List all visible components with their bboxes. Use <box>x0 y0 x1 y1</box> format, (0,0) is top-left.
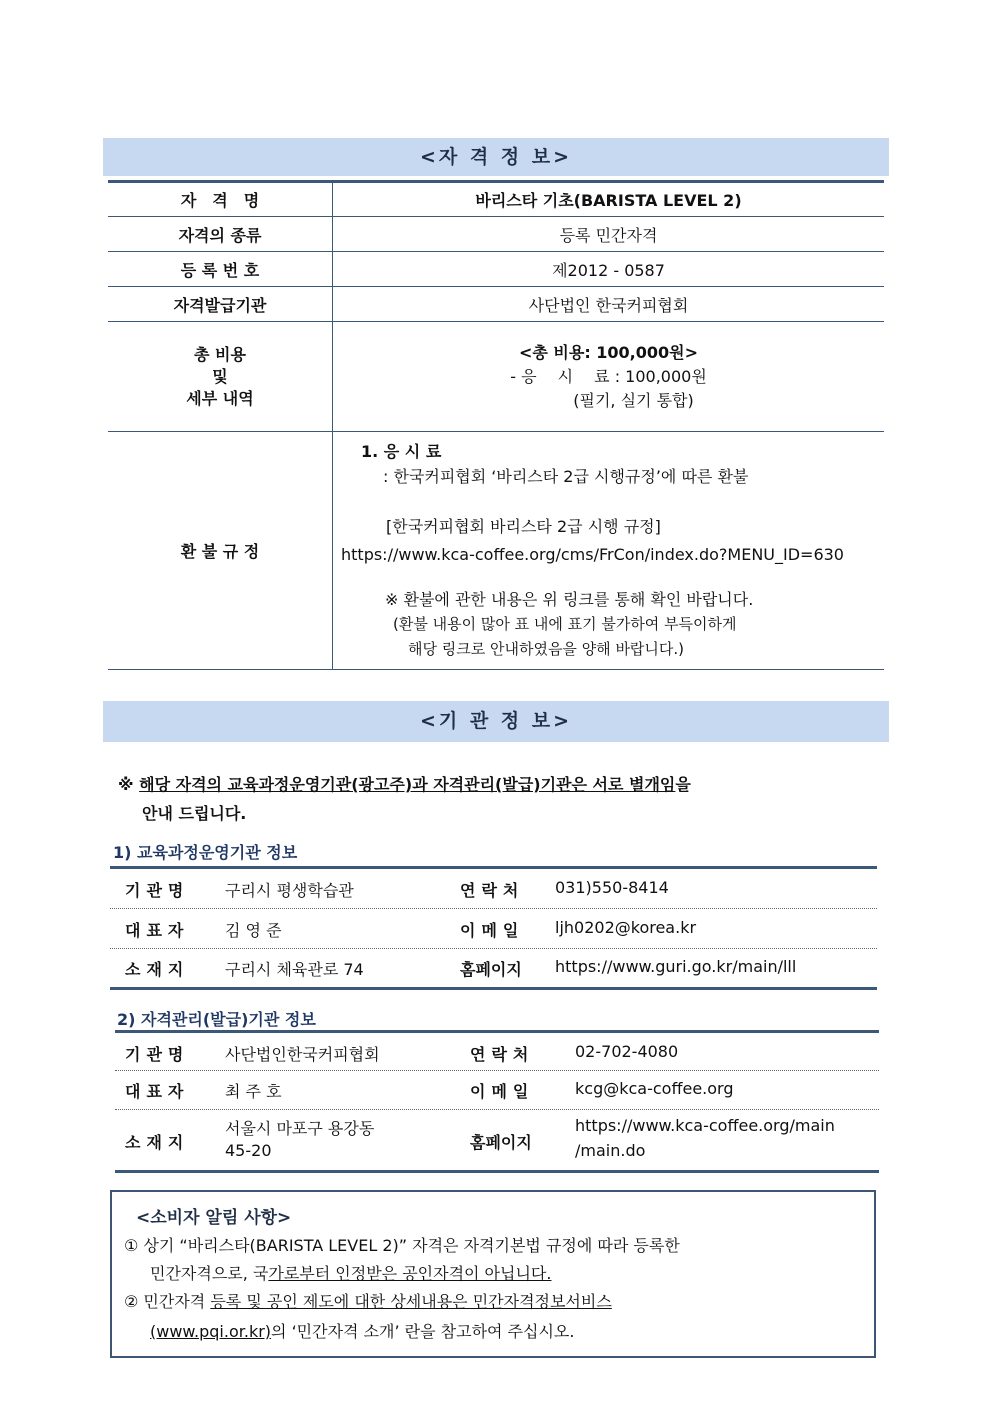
reference-mark: ※ <box>118 775 134 794</box>
label-line: 총 비용 <box>194 344 246 364</box>
refund-note: 해당 링크로 안내하였음을 양해 바랍니다.) <box>408 640 685 658</box>
edu-info-grid <box>110 866 877 990</box>
cost-detail <box>333 322 885 432</box>
refund-ref: [한국커피협회 바리스타 2급 시행 규정] <box>386 517 661 536</box>
notice <box>118 770 691 828</box>
issuer-section-title: 2) 자격관리(발급)기관 정보 <box>117 1010 316 1029</box>
total-cost: <총 비용: 100,000원> <box>518 342 699 362</box>
key: 대표자 <box>125 921 190 940</box>
qualification-info-header: <자 격 정 보> <box>103 138 889 176</box>
label-line: 및 <box>212 366 228 386</box>
refund-note: (환불 내용이 많아 표 내에 표기 불가하여 부득이하게 <box>393 615 737 633</box>
issuer-info-grid <box>115 1030 879 1173</box>
value: 사단법인한국커피협회 <box>225 1045 380 1064</box>
key: 연락처 <box>470 1045 535 1064</box>
value: 구리시 평생학습관 <box>225 881 354 900</box>
value: 서울시 마포구 용강동 <box>225 1119 375 1138</box>
exam-fee: - 응 시 료 : 100,000원 <box>510 366 707 386</box>
value: 등록 민간자격 <box>333 217 885 252</box>
consumer-notice-line: 가로부터 인정받은 공인자격이 아닙니다. <box>268 1264 552 1283</box>
pqi-link[interactable]: (www.pqi.or.kr) <box>150 1322 272 1341</box>
consumer-notice-title: <소비자 알림 사항> <box>136 1208 292 1228</box>
label: 자격의 종류 <box>108 217 333 252</box>
refund-line: : 한국커피협회 ‘바리스타 2급 시행규정’에 따른 환불 <box>383 467 749 486</box>
notice-text: 을 <box>675 775 691 794</box>
refund-label: 환 불 규 정 <box>108 432 333 670</box>
key: 대표자 <box>125 1082 190 1101</box>
consumer-notice-line: ① 상기 “바리스타(BARISTA LEVEL 2)” 자격은 자격기본법 규정에 따라 등록한 <box>124 1236 680 1255</box>
notice-text: 해당 자격의 교육과정운영기관(광고주)과 자격관리(발급)기관은 서로 별개임 <box>139 775 676 794</box>
value: kcg@kca-coffee.org <box>575 1079 734 1098</box>
label: 등 록 번 호 <box>108 252 333 287</box>
key: 홈페이지 <box>460 960 522 979</box>
label-line: 세부 내역 <box>186 388 254 408</box>
value: 구리시 체육관로 74 <box>225 960 364 979</box>
value: 제2012 - 0587 <box>333 252 885 287</box>
value: 02-702-4080 <box>575 1042 679 1061</box>
label: 자 격 명 <box>108 182 333 217</box>
value: 031)550-8414 <box>555 878 669 897</box>
edu-section-title: 1) 교육과정운영기관 정보 <box>113 843 298 862</box>
key: 소재지 <box>125 1133 190 1152</box>
cost-label <box>108 322 333 432</box>
consumer-notice-line: ② 민간자격 <box>124 1292 211 1311</box>
homepage-link[interactable]: https://www.kca-coffee.org/main <box>575 1116 835 1135</box>
value: 45-20 <box>225 1141 272 1160</box>
label: 자격발급기관 <box>108 287 333 322</box>
key: 연락처 <box>460 881 525 900</box>
key: 홈페이지 <box>470 1133 532 1152</box>
consumer-notice-line: 등록 및 공인 제도에 대한 상세내용은 민간자격정보서비스 <box>210 1292 612 1311</box>
key: 이메일 <box>470 1082 535 1101</box>
value: 최 주 호 <box>225 1082 282 1101</box>
consumer-notice-line: 민간자격으로, 국 <box>150 1264 269 1283</box>
qualification-table <box>108 180 884 670</box>
homepage-link[interactable]: /main.do <box>575 1141 646 1160</box>
refund-detail <box>333 432 885 670</box>
refund-title: 1. 응 시 료 <box>361 442 442 461</box>
refund-url[interactable]: https://www.kca-coffee.org/cms/FrCon/index.do?MENU_ID=630 <box>341 545 844 564</box>
fee-note: (필기, 실기 통합) <box>573 390 694 410</box>
consumer-notice-line: 의 ‘민간자격 소개’ 란을 참고하여 주십시오. <box>271 1322 575 1341</box>
notice-text: 안내 드립니다. <box>142 804 247 823</box>
key: 소재지 <box>125 960 190 979</box>
key: 기관명 <box>125 1045 190 1064</box>
key: 기관명 <box>125 881 190 900</box>
value: 사단법인 한국커피협회 <box>333 287 885 322</box>
value: ljh0202@korea.kr <box>555 918 697 937</box>
homepage-link[interactable]: https://www.guri.go.kr/main/lll <box>555 957 797 976</box>
org-info-header: <기 관 정 보> <box>103 701 889 742</box>
key: 이메일 <box>460 921 525 940</box>
value: 김 영 준 <box>225 921 282 940</box>
consumer-notice-box <box>110 1190 876 1358</box>
refund-note: ※ 환불에 관한 내용은 위 링크를 통해 확인 바랍니다. <box>385 590 754 609</box>
value: 바리스타 기초(BARISTA LEVEL 2) <box>333 182 885 217</box>
